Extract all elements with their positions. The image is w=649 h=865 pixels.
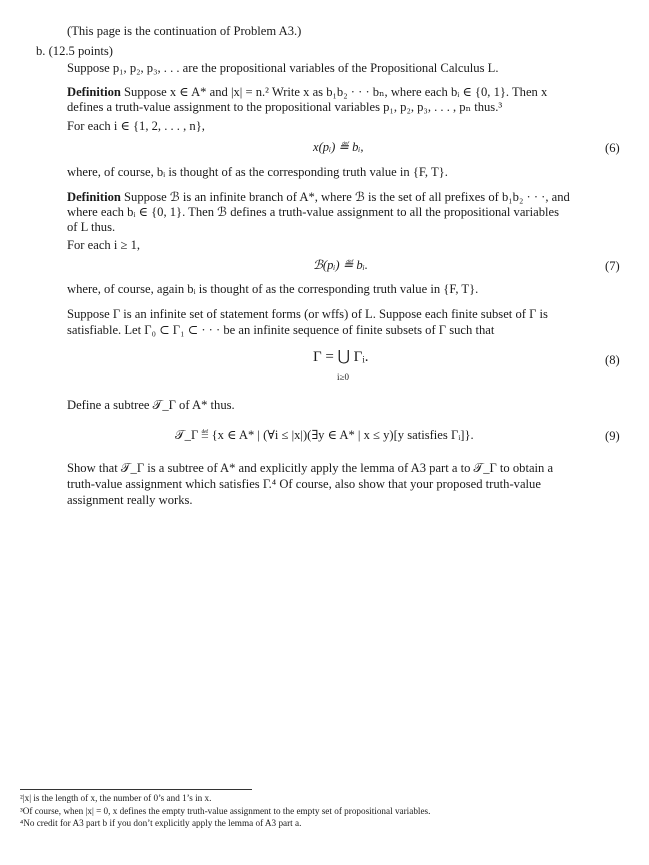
footnotes (20, 792, 620, 830)
show-paragraph-line-2: truth-value assignment which satisfies Γ.⁴ Of course, also show that your proposed truth-value (67, 477, 541, 491)
show-paragraph-line-3: assignment really works. (67, 493, 193, 507)
definition-1-line-3: For each i ∈ {1, 2, . . . , n}, (67, 119, 205, 133)
definition-2-text-1: Suppose ℬ is an infinite branch of A*, where ℬ is the set of all prefixes of b₁b₂ · · ·, and (124, 190, 570, 204)
equation-7-number: (7) (605, 259, 620, 273)
definition-1-line-2: defines a truth-value assignment to the propositional variables p₁, p₂, p₃, . . . , pₙ thus.³ (67, 100, 503, 114)
part-label: b. (12.5 points) (36, 44, 113, 58)
equation-8-subscript: i≥0 (337, 372, 349, 382)
after-equation-7: where, of course, again bᵢ is thought of as the corresponding truth value in {F, T}. (67, 282, 479, 296)
gamma-paragraph-line-2: satisfiable. Let Γ₀ ⊂ Γ₁ ⊂ · · · be an infinite sequence of finite subsets of Γ such that (67, 323, 495, 337)
equation-6-number: (6) (605, 141, 620, 155)
continuation-note: (This page is the continuation of Problem A3.) (67, 24, 302, 38)
after-equation-6: where, of course, bᵢ is thought of as the corresponding truth value in {F, T}. (67, 165, 448, 179)
equation-8-number: (8) (605, 353, 620, 367)
definition-2-label: Definition (67, 190, 121, 204)
equation-9-number: (9) (605, 429, 620, 443)
gamma-paragraph-line-1: Suppose Γ is an infinite set of statement forms (or wffs) of L. Suppose each finite subset of Γ is (67, 307, 548, 321)
definition-1-text-1: Suppose x ∈ A* and |x| = n.² Write x as b₁b₂ · · · bₙ, where each bᵢ ∈ {0, 1}. Then x (124, 85, 548, 99)
intro-text: Suppose p₁, p₂, p₃, . . . are the propositional variables of the Propositional Calculus L. (67, 61, 499, 75)
definition-2-line-3: of L thus. (67, 220, 116, 234)
footnote-2: ²|x| is the length of x, the number of 0’s and 1’s in x. (20, 793, 212, 803)
show-paragraph-line-1: Show that 𝒯_Γ is a subtree of A* and explicitly apply the lemma of A3 part a to 𝒯_Γ to obtain a (67, 461, 554, 475)
footnote-rule (20, 789, 252, 790)
definition-2-line-1 (67, 190, 570, 205)
definition-1-label: Definition (67, 85, 121, 99)
definition-1-line-1 (67, 85, 547, 100)
subtree-definition: Define a subtree 𝒯_Γ of A* thus. (67, 398, 235, 412)
equation-6: x(pᵢ) ≝ bᵢ, (313, 140, 364, 154)
footnote-4: ⁴No credit for A3 part b if you don’t explicitly apply the lemma of A3 part a. (20, 818, 302, 828)
footnote-3: ³Of course, when |x| = 0, x defines the empty truth-value assignment to the empty set of propositional variables. (20, 805, 431, 816)
equation-9: 𝒯_Γ ≝ {x ∈ A* | (∀i ≤ |x|)(∃y ∈ A* | x ≤ y)[y satisfies Γᵢ]}. (175, 428, 474, 442)
definition-2-line-2: where each bᵢ ∈ {0, 1}. Then ℬ defines a truth-value assignment to all the propositional variables (67, 205, 559, 219)
equation-7: ℬ(pᵢ) ≝ bᵢ. (313, 258, 368, 272)
equation-8: Γ = ⋃ Γᵢ. (313, 349, 369, 365)
definition-2-line-4: For each i ≥ 1, (67, 238, 141, 252)
